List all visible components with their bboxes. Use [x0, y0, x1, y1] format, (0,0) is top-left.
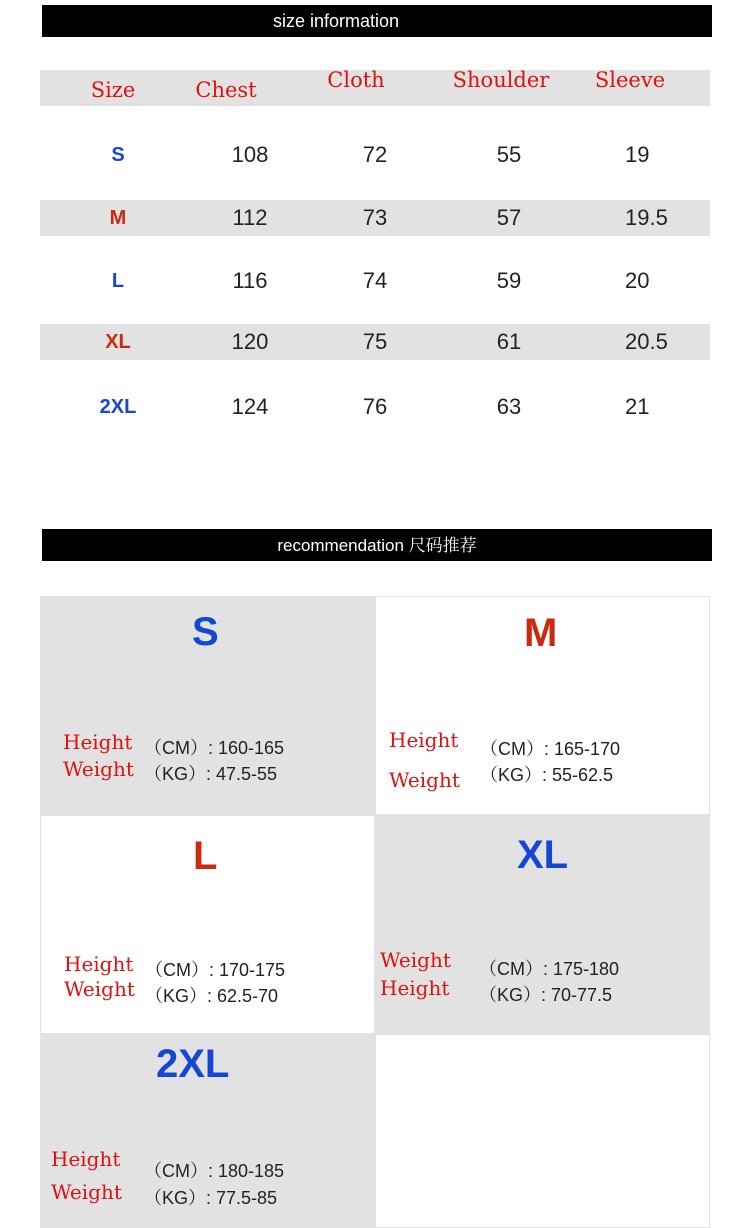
table-row: [40, 324, 710, 360]
row-sleeve: 19: [625, 142, 650, 167]
row-chest: 120: [231, 329, 269, 354]
row-chest: 116: [232, 268, 268, 293]
card-value-1: （CM）: 175-180: [479, 959, 620, 979]
row-size: M: [109, 206, 127, 229]
row-cloth: 74: [362, 268, 388, 293]
row-shoulder: 59: [496, 268, 522, 293]
column-header-shoulder: Shoulder: [452, 68, 550, 92]
size-information-title: size information: [272, 11, 400, 31]
row-chest: 124: [231, 394, 269, 419]
card-value-1: （CM）: 165-170: [480, 739, 621, 759]
row-cloth: 72: [362, 142, 388, 167]
card-size: XL: [517, 833, 569, 877]
size-table-header: [40, 70, 710, 106]
table-row: [40, 389, 710, 425]
card-value-2: （KG）: 55-62.5: [480, 765, 614, 785]
column-header-chest: Chest: [195, 78, 257, 102]
row-cloth: 75: [362, 329, 388, 354]
table-row: [40, 200, 710, 236]
size-card-l: [40, 815, 375, 1034]
row-size: S: [111, 143, 125, 166]
row-cloth: 73: [362, 205, 388, 230]
card-label-1: Height: [64, 952, 134, 976]
card-size: S: [192, 610, 219, 654]
card-size: L: [193, 834, 218, 878]
card-label-2: Weight: [389, 768, 460, 792]
recommendation-title: recommendation 尺码推荐: [277, 536, 477, 555]
size-card-xl: [375, 815, 710, 1034]
card-value-2: （KG）: 77.5-85: [144, 1188, 278, 1208]
table-row: [40, 137, 710, 173]
card-value-1: （CM）: 170-175: [145, 960, 286, 980]
size-card-m: [375, 596, 710, 815]
table-row: [40, 263, 710, 299]
row-shoulder: 63: [496, 394, 522, 419]
card-label-1: Height: [63, 730, 133, 754]
empty-card: [375, 1034, 710, 1228]
card-value-2: （KG）: 47.5-55: [144, 764, 278, 784]
card-label-1: Weight: [380, 948, 451, 972]
column-header-sleeve: Sleeve: [594, 68, 666, 92]
row-chest: 108: [231, 142, 269, 167]
card-label-2: Weight: [64, 977, 135, 1001]
row-size: XL: [105, 330, 131, 353]
card-value-1: （CM）: 160-165: [144, 738, 285, 758]
card-label-2: Height: [380, 976, 450, 1000]
card-size: M: [524, 611, 558, 655]
card-label-2: Weight: [51, 1180, 122, 1204]
recommendation-banner: [42, 529, 712, 561]
card-value-2: （KG）: 62.5-70: [145, 986, 279, 1006]
size-card-2xl: [40, 1034, 375, 1228]
row-sleeve: 20.5: [625, 329, 668, 354]
card-value-1: （CM）: 180-185: [144, 1161, 285, 1181]
row-sleeve: 20: [625, 268, 650, 293]
card-value-2: （KG）: 70-77.5: [479, 985, 613, 1005]
row-shoulder: 57: [496, 205, 522, 230]
card-label-1: Height: [389, 728, 459, 752]
column-header-cloth: Cloth: [327, 68, 385, 92]
row-cloth: 76: [362, 394, 388, 419]
row-sleeve: 21: [625, 394, 650, 419]
row-size: L: [111, 269, 125, 292]
card-label-1: Height: [51, 1147, 121, 1171]
size-card-s: [40, 596, 375, 815]
card-size: 2XL: [156, 1042, 230, 1086]
row-sleeve: 19.5: [625, 205, 668, 230]
row-shoulder: 55: [496, 142, 522, 167]
size-information-banner: [42, 5, 712, 37]
card-label-2: Weight: [63, 757, 134, 781]
row-size: 2XL: [99, 395, 137, 418]
row-chest: 112: [232, 205, 268, 230]
row-shoulder: 61: [496, 329, 522, 354]
column-header-size: Size: [90, 78, 136, 102]
